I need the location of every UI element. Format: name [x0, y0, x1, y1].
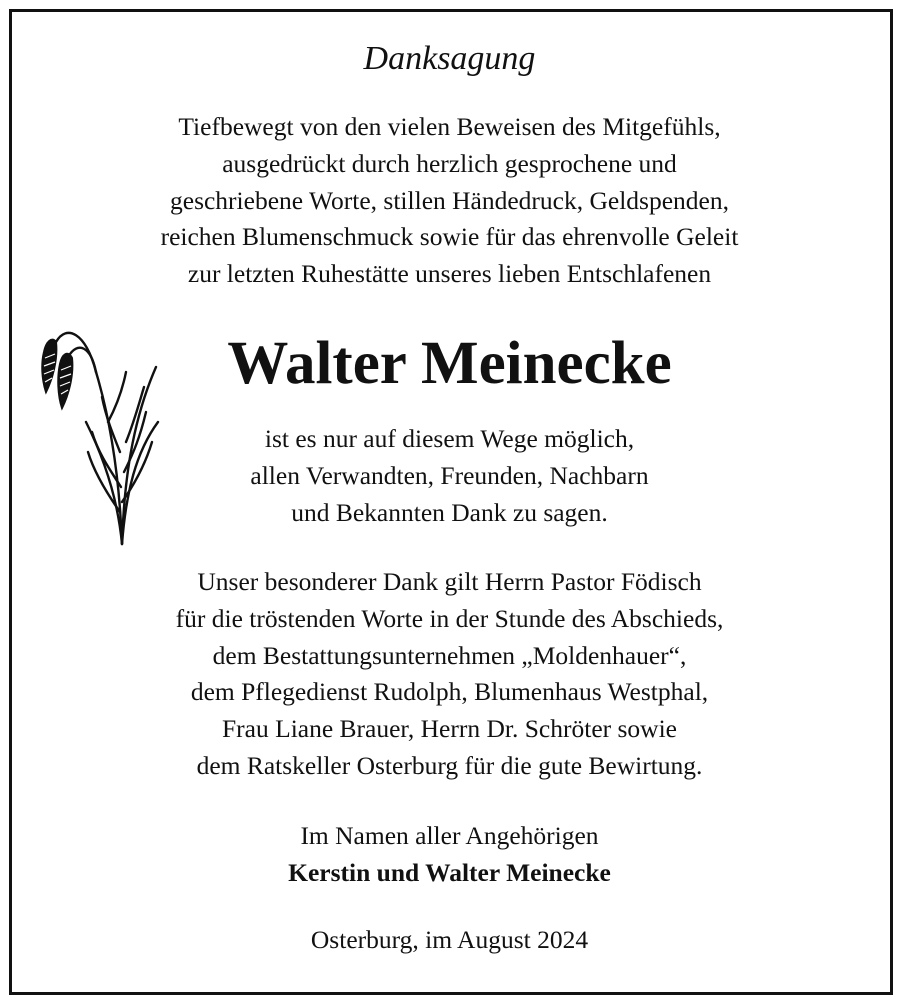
deceased-name: Walter Meinecke — [227, 330, 672, 397]
signoff-names: Kerstin und Walter Meinecke — [288, 857, 611, 887]
place-date: Osterburg, im August 2024 — [310, 925, 589, 954]
thanks-line: dem Bestattungsunternehmen „Moldenhauer“, — [212, 640, 687, 670]
thanks-line: Frau Liane Brauer, Herrn Dr. Schröter sowie — [222, 714, 677, 744]
intro-line: zur letzten Ruhestätte unseres lieben Entschlafenen — [187, 259, 712, 289]
thanks-paragraph — [0, 564, 899, 785]
middle-line: und Bekannten Dank zu sagen. — [291, 498, 608, 527]
intro-line: reichen Blumenschmuck sowie für das ehrenvolle Geleit — [160, 222, 739, 252]
intro-line: Tiefbewegt von den vielen Beweisen des Mitgefühls, — [178, 112, 721, 141]
middle-paragraph — [0, 420, 899, 531]
thanks-line: Unser besonderer Dank gilt Herrn Pastor Födisch — [197, 567, 702, 596]
intro-paragraph — [0, 109, 899, 293]
thanks-line: dem Ratskeller Osterburg für die gute Bewirtung. — [196, 750, 703, 780]
signoff — [0, 818, 899, 892]
thanks-line: dem Pflegedienst Rudolph, Blumenhaus Westphal, — [190, 677, 709, 707]
middle-line: allen Verwandten, Freunden, Nachbarn — [250, 461, 649, 490]
notice-heading: Danksagung — [363, 40, 536, 77]
signoff-line: Im Namen aller Angehörigen — [300, 821, 599, 850]
thanks-line: für die tröstenden Worte in der Stunde des Abschieds, — [175, 603, 724, 633]
intro-line: geschriebene Worte, stillen Händedruck, Geldspenden, — [170, 185, 729, 215]
middle-line: ist es nur auf diesem Wege möglich, — [264, 424, 635, 453]
intro-line: ausgedrückt durch herzlich gesprochene und — [222, 148, 677, 178]
